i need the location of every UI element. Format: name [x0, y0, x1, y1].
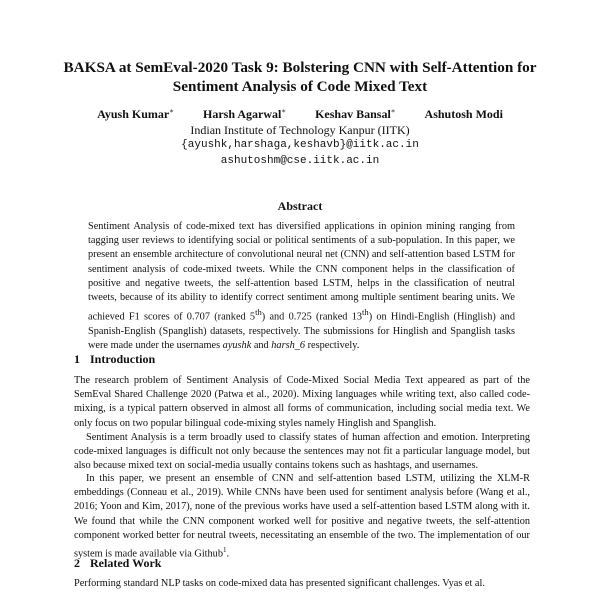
intro-paragraph: In this paper, we present an ensemble of CNN and self-attention based LSTM, utilizing the XLM-R embeddings (Conneau et al., 2019). While CNNs have been used for sentiment analysis before (Wang et al., 2016; Yoon and Kim, 2017), none of the previous works have used a self-attention based LSTM along with it. We found that while the CNN component worked well for positive and negative tweets, the self-attention component worked better for neutral tweets, necessitating an ensemble of the two. The implementation of our system is made available via Github$^1$. — [74, 473, 530, 560]
abstract-heading: Abstract — [277, 199, 323, 213]
section-heading-related-work — [74, 556, 161, 571]
paper-title — [40, 58, 560, 96]
section-title: Introduction — [90, 352, 156, 366]
affiliation: Indian Institute of Technology Kanpur (IITK) — [190, 123, 410, 137]
intro-paragraph: Sentiment Analysis is a term broadly used to classify states of human affection and emotion. Interpreting code-mixed languages is difficult not only because the sentences may not fit a particular language model, but also because mixed text on social-media usually contains tokens such as hashtags, and usernames. — [74, 432, 530, 472]
section-number: 2 — [74, 556, 80, 570]
author: Harsh Agarwal∗ — [202, 107, 287, 121]
section-heading-introduction — [74, 352, 155, 367]
section-number: 1 — [74, 352, 80, 366]
intro-paragraph: The research problem of Sentiment Analysis of Code-Mixed Social Media Text appeared as part of the SemEval Shared Challenge 2020 (Patwa et al., 2020). Mixing languages while writing text, also called code-mixing, is a typical pattern observed in almost all forms of communication, including social media text. We only focus on two popular bilingual code-mixing styles namely Hinglish and Spanglish. — [74, 375, 530, 429]
abstract-text: Sentiment Analysis of code-mixed text has diversified applications in opinion mining ranging from tagging user reviews to identifying social or political sentiments of a sub-population. In this paper, we present an ensemble architecture of convolutional neural net (CNN) and self-attention based LSTM for sentiment analysis of code-mixed tweets. While the CNN component helps in the classification of positive and negative tweets, the self-attention based LSTM, helps in the classification of neutral tweets, because of its ability to identify correct sentiment among multiple sentiment bearing units. We achieved F1 scores of 0.707 (ranked 5th) and 0.725 (ranked 13th) on Hindi-English (Hinglish) and Spanish-English (Spanglish) datasets, respectively. The submissions for Hinglish and Spanglish tasks were made under the usernames ayushk and harsh_6 respectively. — [88, 221, 515, 352]
corresponding-email: ashutoshm@cse.iitk.ac.in — [220, 155, 380, 167]
related-work-paragraph: Performing standard NLP tasks on code-mixed data has presented significant challenges. Vyas et al. — [74, 578, 485, 589]
author: Ashutosh Modi — [424, 107, 503, 121]
author-list — [40, 107, 560, 122]
author: Keshav Bansal∗ — [315, 107, 396, 121]
title-line-1: BAKSA at SemEval-2020 Task 9: Bolstering CNN with Self-Attention for — [63, 59, 537, 76]
author-emails: {ayushk,harshaga,keshavb}@iitk.ac.in — [181, 139, 419, 151]
author: Ayush Kumar∗ — [97, 107, 174, 121]
footnote-marker[interactable]: 1 — [222, 546, 227, 555]
section-title: Related Work — [90, 556, 162, 570]
title-line-2: Sentiment Analysis of Code Mixed Text — [172, 78, 428, 95]
